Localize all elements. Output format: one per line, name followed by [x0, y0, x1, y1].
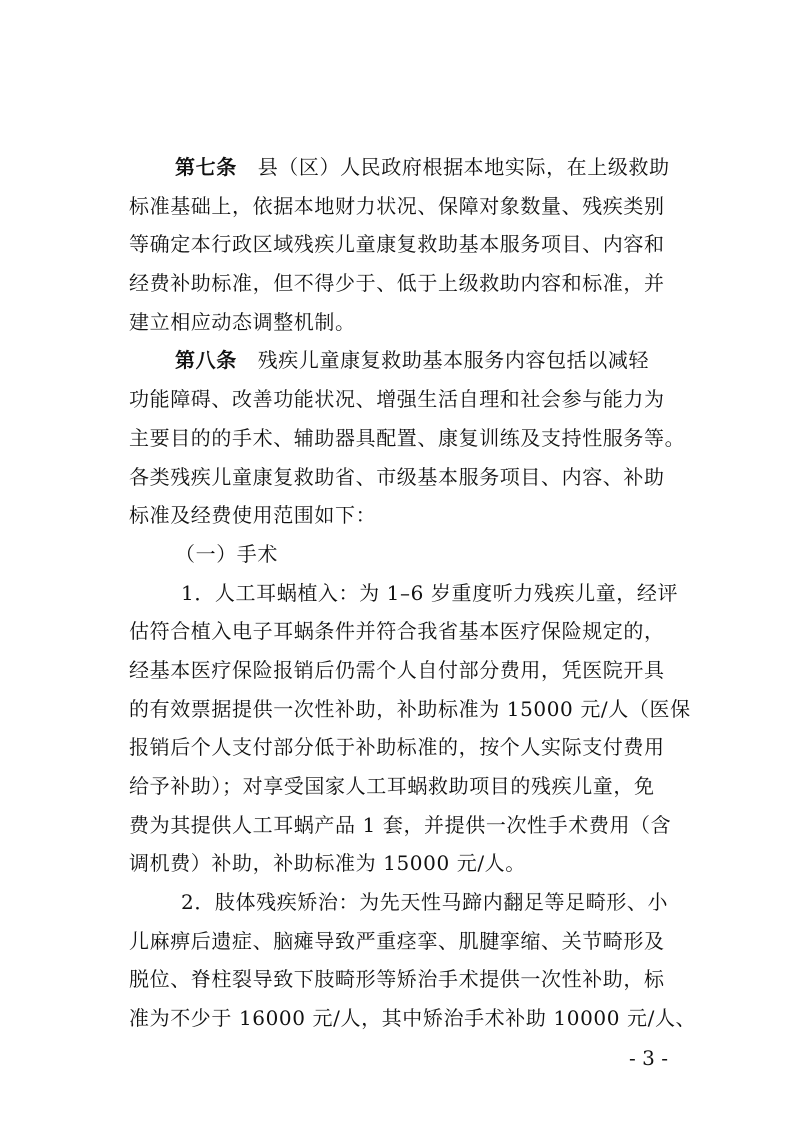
item-2-line-3: 脱位、脊柱裂导致下肢畸形等矫治手术提供一次性补助，标	[129, 967, 665, 992]
article-7-heading: 第七条	[175, 155, 237, 179]
item-1-line-6: 给予补助）；对享受国家人工耳蜗救助项目的残疾儿童，免	[129, 774, 655, 798]
article-8-text: 残疾儿童康复救助基本服务内容包括以减轻	[257, 348, 650, 373]
article-8-line-4: 各类残疾儿童康复救助省、市级基本服务项目、内容、补助	[129, 464, 665, 489]
article-8-line-3: 主要目的的手术、辅助器具配置、康复训练及支持性服务等。	[129, 425, 686, 450]
page-number: - 3 -	[629, 1046, 668, 1070]
item-2-line-2: 儿麻痹后遗症、脑瘫导致严重痉挛、肌腱挛缩、关节畸形及	[129, 928, 665, 953]
article-7-line-5: 建立相应动态调整机制。	[129, 309, 356, 334]
document-body	[129, 148, 697, 1038]
item-1-line-5: 报销后个人支付部分低于补助标准的，按个人实际支付费用	[129, 735, 665, 760]
article-8-line-5: 标准及经费使用范围如下：	[129, 503, 377, 528]
item-1-line-7: 费为其提供人工耳蜗产品 1 套，并提供一次性手术费用（含	[129, 812, 672, 837]
item-1-line-4: 的有效票据提供一次性补助，补助标准为 15000 元/人（医保	[129, 696, 691, 721]
section-1-title: （一）手术	[175, 541, 278, 566]
item-2-line-4: 准为不少于 16000 元/人，其中矫治手术补助 10000 元/人、	[129, 1006, 697, 1031]
article-7-line-4: 经费补助标准，但不得少于、低于上级救助内容和标准，并	[129, 271, 665, 296]
item-1-line-3: 经基本医疗保险报销后仍需个人自付部分费用，凭医院开具	[129, 657, 665, 682]
article-8-line-2: 功能障碍、改善功能状况、增强生活自理和社会参与能力为	[129, 387, 665, 412]
article-7-line-1	[129, 148, 689, 187]
item-1-line-8: 调机费）补助，补助标准为 15000 元/人。	[129, 851, 526, 876]
item-1-line-2: 估符合植入电子耳蜗条件并符合我省基本医疗保险规定的，	[129, 619, 665, 644]
article-7-line-3: 等确定本行政区域残疾儿童康复救助基本服务项目、内容和	[129, 232, 665, 257]
article-8-line-1	[129, 341, 689, 380]
article-7-line-2: 标准基础上，依据本地财力状况、保障对象数量、残疾类别	[129, 193, 665, 218]
article-8-heading: 第八条	[175, 348, 237, 373]
item-2-line-1: 2．肢体残疾矫治：为先天性马蹄内翻足等足畸形、小	[181, 890, 669, 915]
item-1-line-1: 1．人工耳蜗植入：为 1–6 岁重度听力残疾儿童，经评	[181, 580, 679, 605]
article-7-text: 县（区）人民政府根据本地实际，在上级救助	[257, 155, 670, 179]
